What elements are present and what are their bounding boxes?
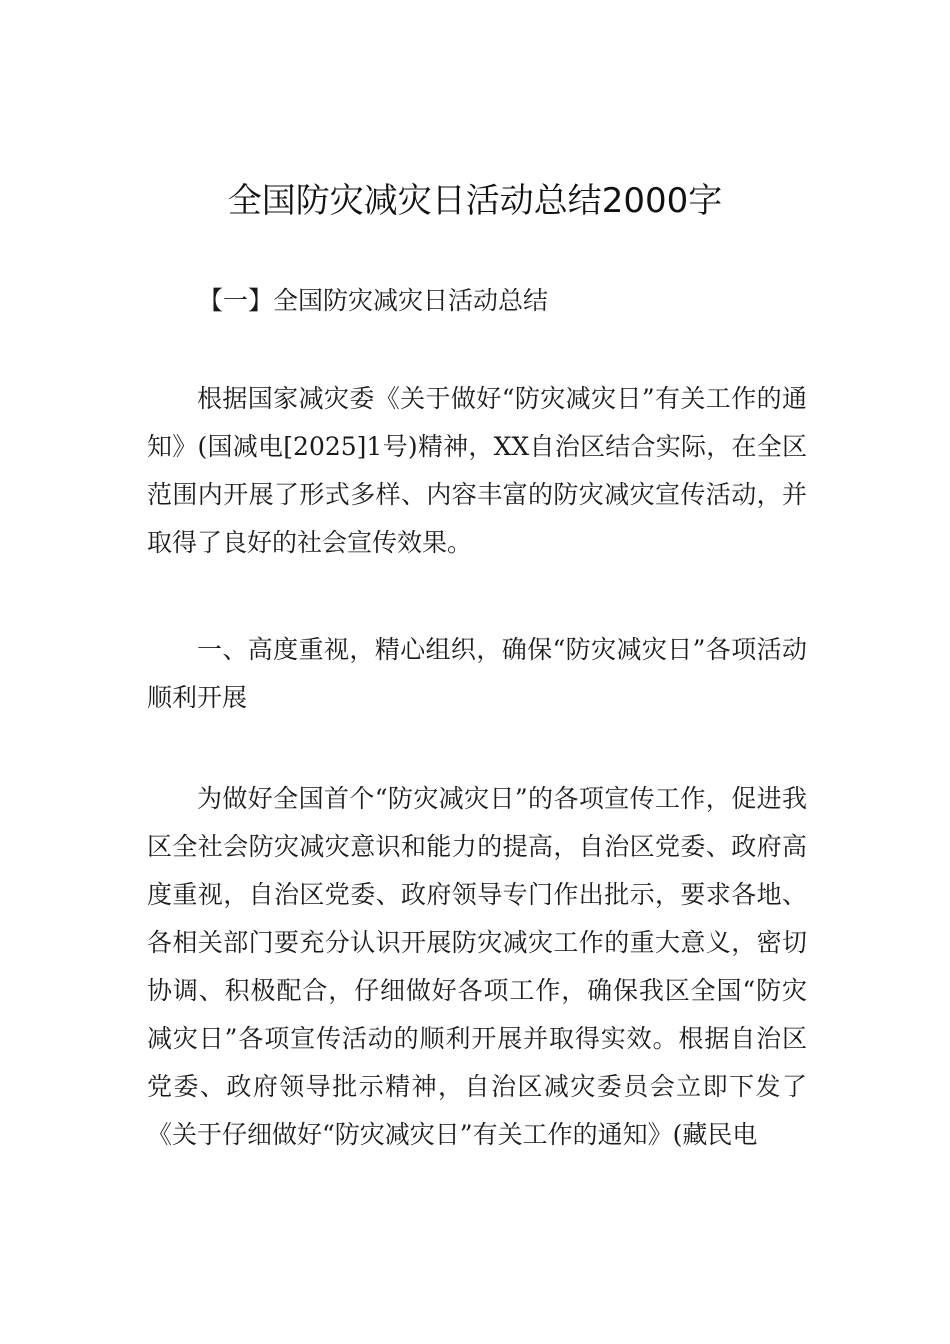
paragraph-intro: 根据国家减灾委《关于做好“防灾减灾日”有关工作的通知》(国减电[2025]1号)精神，XX自治区结合实际，在全区范围内开展了形式多样、内容丰富的防灾减灾宣传活动，并取得了良好的社会宣传效果。: [147, 384, 807, 557]
document-title: 全国防灾减灾日活动总结2000字: [227, 181, 723, 221]
section-heading: 【一】全国防灾减灾日活动总结: [198, 286, 549, 315]
paragraph-heading-one: 一、高度重视，精心组织，确保“防灾减灾日”各项活动顺利开展: [147, 635, 807, 712]
paragraph-body: 为做好全国首个“防灾减灾日”的各项宣传工作，促进我区全社会防灾减灾意识和能力的提高，自治区党委、政府高度重视，自治区党委、政府领导专门作出批示，要求各地、各相关部门要充分认识开展防灾减灾工作的重大意义，密切协调、积极配合，仔细做好各项工作，确保我区全国“防灾减灾日”各项宣传活动的顺利开展并取得实效。根据自治区党委、政府领导批示精神，自治区减灾委员会立即下发了《关于仔细做好“防灾减灾日”有关工作的通知》(藏民电: [147, 784, 807, 1149]
